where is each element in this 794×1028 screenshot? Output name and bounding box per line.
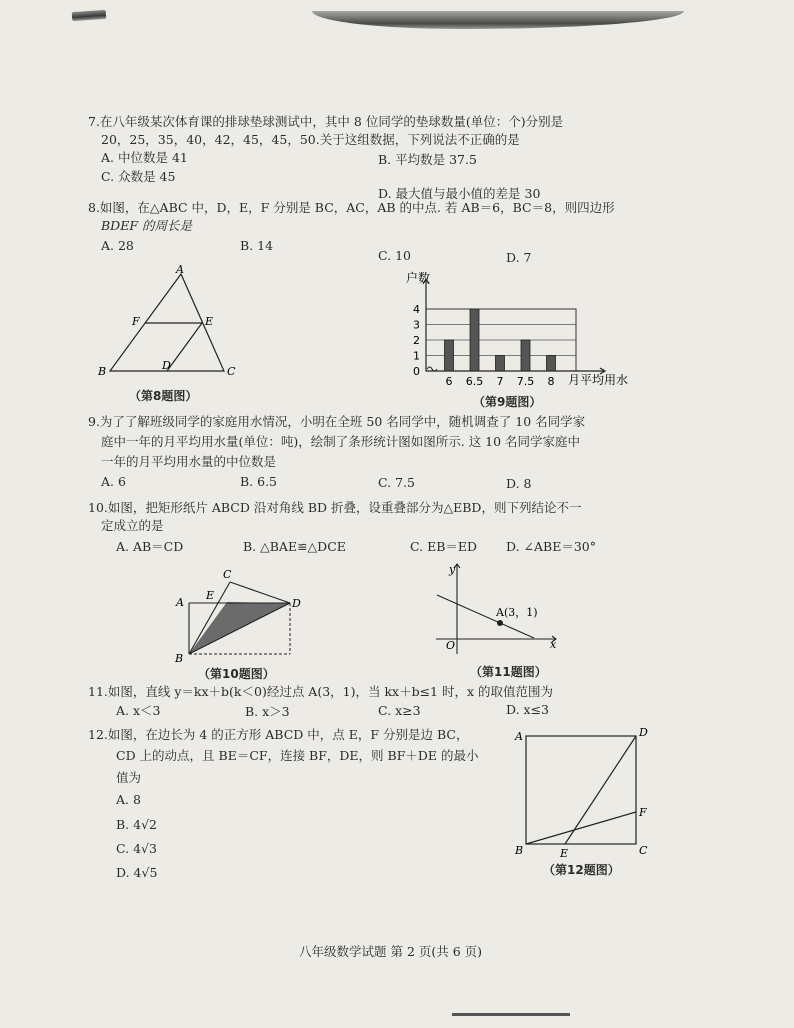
q8-figure-caption: （第8题图） xyxy=(129,389,198,403)
q8-label-b: B xyxy=(98,365,107,378)
q9-stem-line3: 一年的月平均用水量的中位数是 xyxy=(101,454,277,469)
q7-stem-line2: 20，25，35，40，42，45，45，50.关于这组数据，下列说法不正确的是 xyxy=(101,132,520,147)
scan-fold-shadow xyxy=(312,11,684,29)
chart-xtick-label: 6 xyxy=(445,375,453,388)
chart-xtick-label: 8 xyxy=(547,375,555,388)
q8-label-f: F xyxy=(132,315,140,328)
chart-bar-7.5 xyxy=(521,340,530,371)
q12-segment-bf xyxy=(526,812,636,844)
q11-option-b: B. x＞3 xyxy=(245,704,290,719)
q7-option-d: D. 最大值与最小值的差是 30 xyxy=(378,186,541,201)
chart-xtick-label: 7 xyxy=(496,375,504,388)
q12-label-d: D xyxy=(639,726,648,739)
q11-label-o: O xyxy=(446,639,456,652)
q11-label-x: x xyxy=(550,638,557,651)
q12-figure-caption: （第12题图） xyxy=(543,863,620,877)
q8-option-d: D. 7 xyxy=(506,250,532,265)
chart-xtick-label: 7.5 xyxy=(516,375,535,388)
q8-label-c: C xyxy=(227,365,236,378)
q10-option-d: D. ∠ABE＝30° xyxy=(506,539,596,554)
q8-stem-line1: 8.如图，在△ABC 中，D，E，F 分别是 BC，AC，AB 的中点. 若 AB＝6，BC＝8，则四边形 xyxy=(88,200,615,215)
q11-line-graph xyxy=(432,560,562,660)
chart-axis-break xyxy=(427,367,437,371)
q9-bar-chart xyxy=(398,268,629,388)
chart-ytick-label: 4 xyxy=(413,303,420,316)
q11-point-a xyxy=(497,620,503,626)
q8-label-d: D xyxy=(162,359,171,372)
q12-option-b: B. 4√2 xyxy=(116,817,158,832)
q10-label-b: B xyxy=(175,652,184,665)
q12-label-b: B xyxy=(515,844,524,857)
q9-figure-caption: （第9题图） xyxy=(473,395,542,409)
q12-label-a: A xyxy=(515,730,523,743)
q12-label-f: F xyxy=(639,806,647,819)
chart-xlabel: 月平均用水 xyxy=(568,373,629,387)
chart-ytick-label: 0 xyxy=(413,365,420,378)
q12-option-c: C. 4√3 xyxy=(116,841,157,856)
q8-segment-ed xyxy=(167,323,202,371)
scan-edge-shadow xyxy=(72,10,107,21)
q11-option-a: A. x＜3 xyxy=(116,703,161,718)
q9-stem-line2: 庭中一年的月平均用水量(单位：吨)，绘制了条形统计图如图所示. 这 10 名同学家庭中 xyxy=(101,434,581,449)
q10-label-d: D xyxy=(292,597,301,610)
q10-stem-line1: 10.如图，把矩形纸片 ABCD 沿对角线 BD 折叠，设重叠部分为△EBD，则下列结论不一 xyxy=(88,500,582,515)
q7-option-a: A. 中位数是 41 xyxy=(101,150,188,165)
q12-option-a: A. 8 xyxy=(116,792,141,807)
q8-triangle-figure xyxy=(98,263,238,378)
q10-option-b: B. △BAE≌△DCE xyxy=(243,539,346,554)
q12-label-c: C xyxy=(639,844,648,857)
q8-stem-line2: BDEF 的周长是 xyxy=(101,218,192,233)
q11-option-c: C. x≥3 xyxy=(378,703,421,718)
page-footer: 八年级数学试题 第 2 页(共 6 页) xyxy=(299,944,483,959)
scan-bottom-edge xyxy=(452,1013,570,1016)
q7-option-c: C. 众数是 45 xyxy=(101,169,176,184)
q9-stem-line1: 9.为了了解班级同学的家庭用水情况，小明在全班 50 名同学中，随机调查了 10 名同学家 xyxy=(88,414,586,429)
q12-stem-line2: CD 上的动点，且 BE＝CF，连接 BF，DE，则 BF＋DE 的最小 xyxy=(116,748,479,763)
q8-option-c: C. 10 xyxy=(378,248,411,263)
chart-bar-6.5 xyxy=(470,309,479,371)
q8-label-a: A xyxy=(176,263,184,276)
q11-figure-caption: （第11题图） xyxy=(470,665,547,679)
q11-option-d: D. x≤3 xyxy=(506,702,549,717)
q12-stem-line1: 12.如图，在边长为 4 的正方形 ABCD 中，点 E，F 分别是边 BC， xyxy=(88,727,469,742)
q10-stem-line2: 定成立的是 xyxy=(101,518,164,533)
q9-option-b: B. 6.5 xyxy=(240,474,278,489)
q10-label-a: A xyxy=(176,596,184,609)
q9-option-c: C. 7.5 xyxy=(378,475,415,490)
q7-option-b: B. 平均数是 37.5 xyxy=(378,152,477,167)
q10-label-c: C xyxy=(223,568,232,581)
q9-option-a: A. 6 xyxy=(101,474,126,489)
q11-label-point: A(3，1) xyxy=(496,606,538,619)
q8-label-e: E xyxy=(205,315,214,328)
q7-stem-line1: 7.在八年级某次体育课的排球垫球测试中，其中 8 位同学的垫球数量(单位：个)分别是 xyxy=(88,114,564,129)
q10-option-a: A. AB＝CD xyxy=(116,539,184,554)
chart-bar-8 xyxy=(547,356,556,372)
q8-option-a: A. 28 xyxy=(101,238,134,253)
q12-segment-de xyxy=(565,736,636,844)
q12-option-d: D. 4√5 xyxy=(116,865,158,880)
q12-stem-line3: 值为 xyxy=(116,770,142,785)
chart-bar-6 xyxy=(445,340,454,371)
q10-figure-caption: （第10题图） xyxy=(198,667,275,681)
q8-option-b: B. 14 xyxy=(240,238,274,253)
q11-label-y: y xyxy=(449,563,456,576)
chart-ytick-label: 3 xyxy=(413,318,420,332)
chart-ytick-label: 2 xyxy=(413,334,420,347)
q10-option-c: C. EB＝ED xyxy=(410,539,478,554)
chart-xtick-label: 6.5 xyxy=(465,375,484,388)
q11-stem-line1: 11.如图，直线 y＝kx＋b(k＜0)经过点 A(3，1)，当 kx＋b≤1 时，x 的取值范围为 xyxy=(88,684,554,699)
chart-ylabel: 户数 xyxy=(406,271,431,285)
q12-square-figure xyxy=(512,724,652,860)
chart-bar-7 xyxy=(496,356,505,372)
q9-option-d: D. 8 xyxy=(506,476,532,491)
q12-label-e: E xyxy=(560,847,569,860)
q10-label-e: E xyxy=(206,589,215,602)
chart-ytick-label: 1 xyxy=(413,349,420,363)
q10-fold-figure xyxy=(172,566,312,666)
